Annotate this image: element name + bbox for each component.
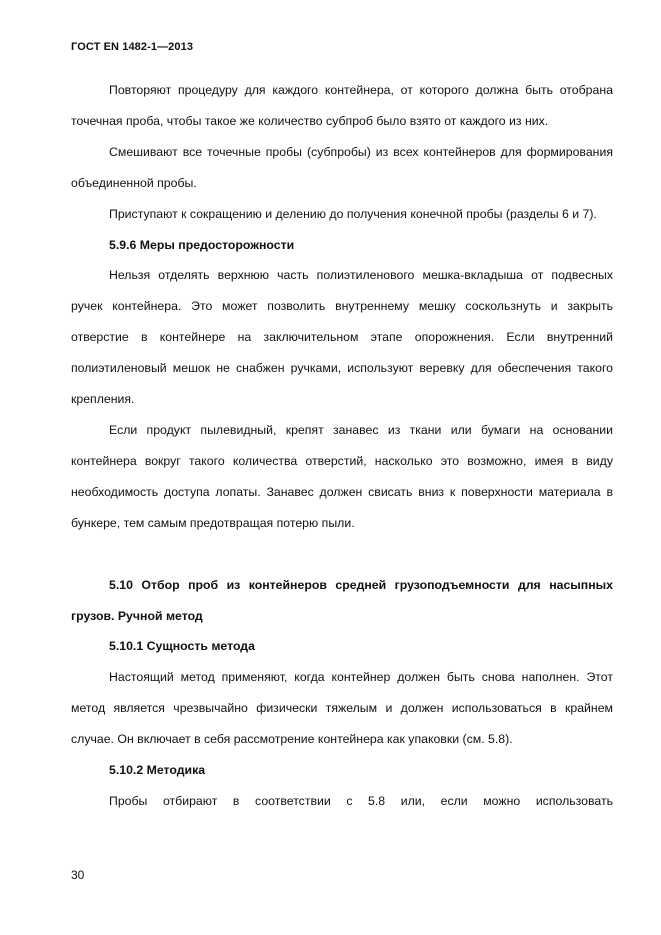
document-header: ГОСТ EN 1482-1—2013 (71, 41, 194, 53)
paragraph-reduction: Приступают к сокращению и делению до получения конечной пробы (разделы 6 и 7). (109, 206, 597, 221)
paragraph-repeat-procedure: Повторяют процедуру для каждого контейнера, от которого должна быть отобрана точечная проба, чтобы такое же количество субпроб было взято от каждого из них. (71, 83, 613, 128)
page-number: 30 (71, 868, 85, 882)
section-heading-5-9-6: 5.9.6 Меры предосторожности (109, 237, 295, 252)
section-heading-5-10: 5.10 Отбор проб из контейнеров средней грузоподъемности для насыпных грузов. Ручной метод (71, 577, 613, 623)
paragraph-mix-samples: Смешивают все точечные пробы (субпробы) из всех контейнеров для формирования объединенной пробы. (71, 144, 613, 190)
paragraph-dust-curtain: Если продукт пылевидный, крепят занавес из ткани или бумаги на основании контейнера вокруг такого количества отверстий, насколько это возможно, имея в виду необходимость доступа лопаты. Занавес должен свисать вниз к поверхности материала в бункере, тем самым предотвращая потерю пыли. (71, 422, 613, 530)
paragraph-procedure: Пробы отбирают в соответствии с 5.8 или, если можно использовать (109, 793, 613, 808)
section-heading-5-10-2: 5.10.2 Методика (109, 763, 206, 778)
paragraph-method-essence: Настоящий метод применяют, когда контейнер должен быть снова наполнен. Этот метод является чрезвычайно физически тяжелым и должен использоваться в крайнем случае. Он включает в себя рассмотрение контейнера как упаковки (см. 5.8). (71, 670, 613, 747)
document-body (71, 75, 613, 817)
section-heading-5-10-1: 5.10.1 Сущность метода (109, 639, 255, 654)
paragraph-precautions: Нельзя отделять верхнюю часть полиэтиленового мешка-вкладыша от подвесных ручек контейнера. Это может позволить внутреннему мешку соскользнуть и закрыть отверстие в контейнере на заключительном этапе опорожнения. Если внутренний полиэтиленовый мешок не снабжен ручками, используют веревку для обеспечения такого крепления. (71, 268, 613, 407)
